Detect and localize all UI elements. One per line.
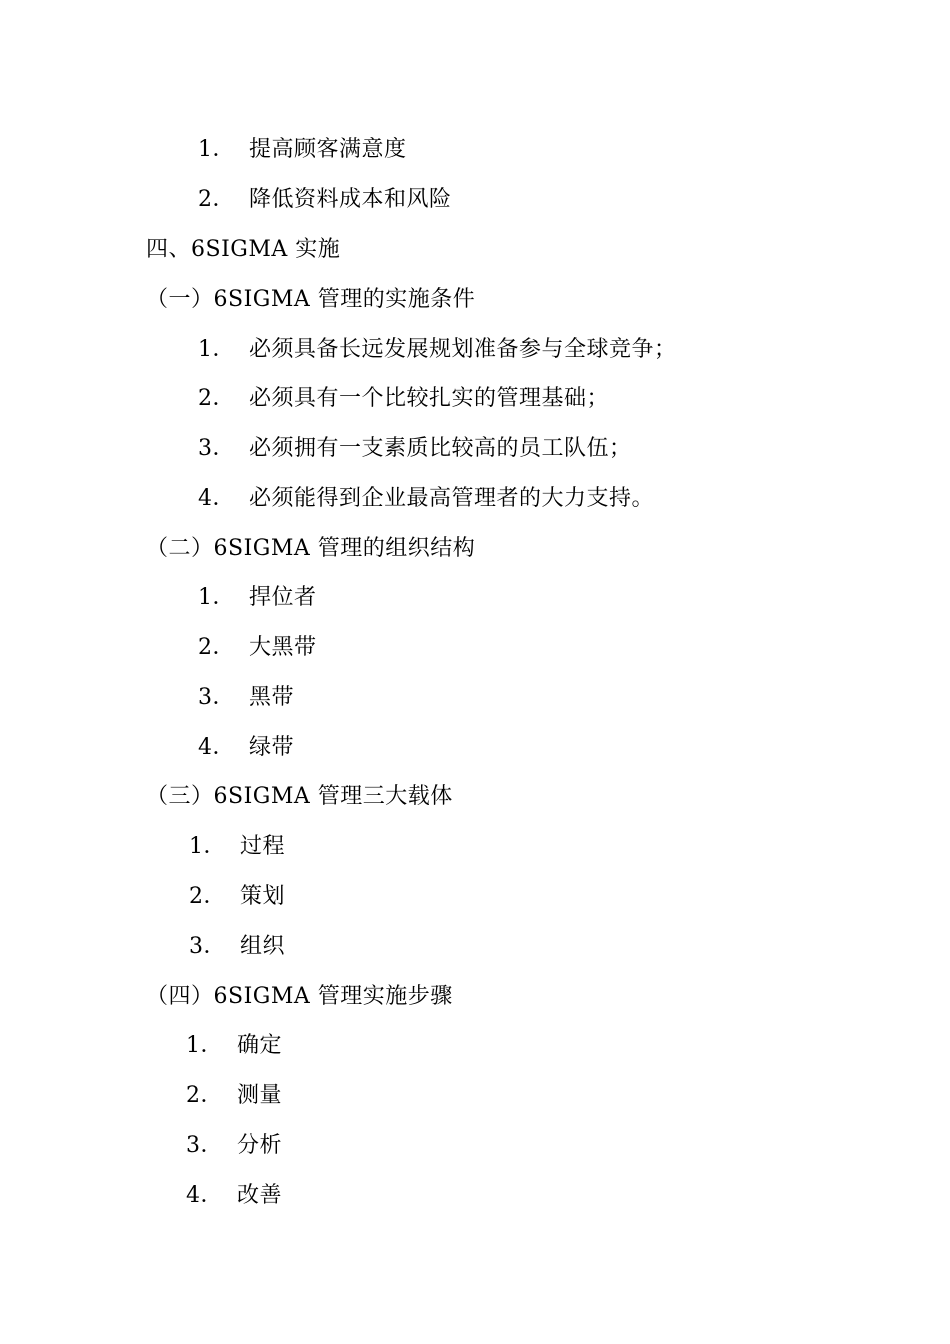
item-text: 提高顾客满意度 bbox=[249, 137, 407, 162]
item-number: 1． bbox=[186, 1033, 223, 1058]
list-item bbox=[186, 1131, 282, 1161]
item-text: 必须拥有一支素质比较高的员工队伍； bbox=[249, 436, 632, 461]
subsection-heading: （二）6SIGMA 管理的组织结构 bbox=[146, 536, 476, 561]
list-item bbox=[198, 185, 452, 215]
item-number: 1． bbox=[198, 585, 235, 610]
item-number: 2． bbox=[189, 884, 226, 909]
list-item bbox=[186, 1031, 282, 1061]
subsection-heading: （三）6SIGMA 管理三大载体 bbox=[146, 784, 453, 809]
item-text: 测量 bbox=[237, 1083, 283, 1108]
item-number: 3． bbox=[189, 934, 226, 959]
subsection-heading: （四）6SIGMA 管理实施步骤 bbox=[146, 984, 453, 1009]
item-text: 确定 bbox=[237, 1033, 283, 1058]
list-item bbox=[186, 1181, 282, 1211]
list-item bbox=[198, 135, 407, 165]
item-text: 绿带 bbox=[249, 735, 295, 760]
list-item bbox=[198, 484, 654, 514]
item-number: 1． bbox=[198, 337, 235, 362]
list-item bbox=[198, 384, 609, 414]
item-text: 必须具有一个比较扎实的管理基础； bbox=[249, 386, 610, 411]
section-heading: 四、6SIGMA 实施 bbox=[146, 237, 341, 262]
item-text: 捍位者 bbox=[249, 585, 317, 610]
item-text: 大黑带 bbox=[249, 635, 317, 660]
item-text: 必须能得到企业最高管理者的大力支持。 bbox=[249, 486, 655, 511]
list-item bbox=[198, 733, 294, 763]
item-number: 3． bbox=[198, 685, 235, 710]
item-number: 2． bbox=[198, 386, 235, 411]
item-number: 2． bbox=[198, 187, 235, 212]
list-item bbox=[198, 434, 632, 464]
item-number: 1． bbox=[189, 834, 226, 859]
item-number: 2． bbox=[198, 635, 235, 660]
item-text: 改善 bbox=[237, 1183, 283, 1208]
item-number: 2． bbox=[186, 1083, 223, 1108]
item-number: 4． bbox=[198, 735, 235, 760]
item-number: 1． bbox=[198, 137, 235, 162]
item-text: 黑带 bbox=[249, 685, 295, 710]
item-number: 3． bbox=[186, 1133, 223, 1158]
item-number: 4． bbox=[186, 1183, 223, 1208]
list-item bbox=[189, 882, 285, 912]
list-item bbox=[198, 335, 677, 365]
item-text: 必须具备长远发展规划准备参与全球竞争； bbox=[249, 337, 677, 362]
list-item bbox=[186, 1081, 282, 1111]
item-number: 3． bbox=[198, 436, 235, 461]
item-text: 过程 bbox=[240, 834, 286, 859]
list-item bbox=[189, 832, 285, 862]
list-item bbox=[198, 683, 294, 713]
subsection-heading: （一）6SIGMA 管理的实施条件 bbox=[146, 287, 476, 312]
item-text: 分析 bbox=[237, 1133, 283, 1158]
list-item bbox=[189, 932, 285, 962]
item-text: 降低资料成本和风险 bbox=[249, 187, 452, 212]
item-text: 策划 bbox=[240, 884, 286, 909]
list-item bbox=[198, 633, 317, 663]
item-text: 组织 bbox=[240, 934, 286, 959]
item-number: 4． bbox=[198, 486, 235, 511]
list-item bbox=[198, 583, 317, 613]
